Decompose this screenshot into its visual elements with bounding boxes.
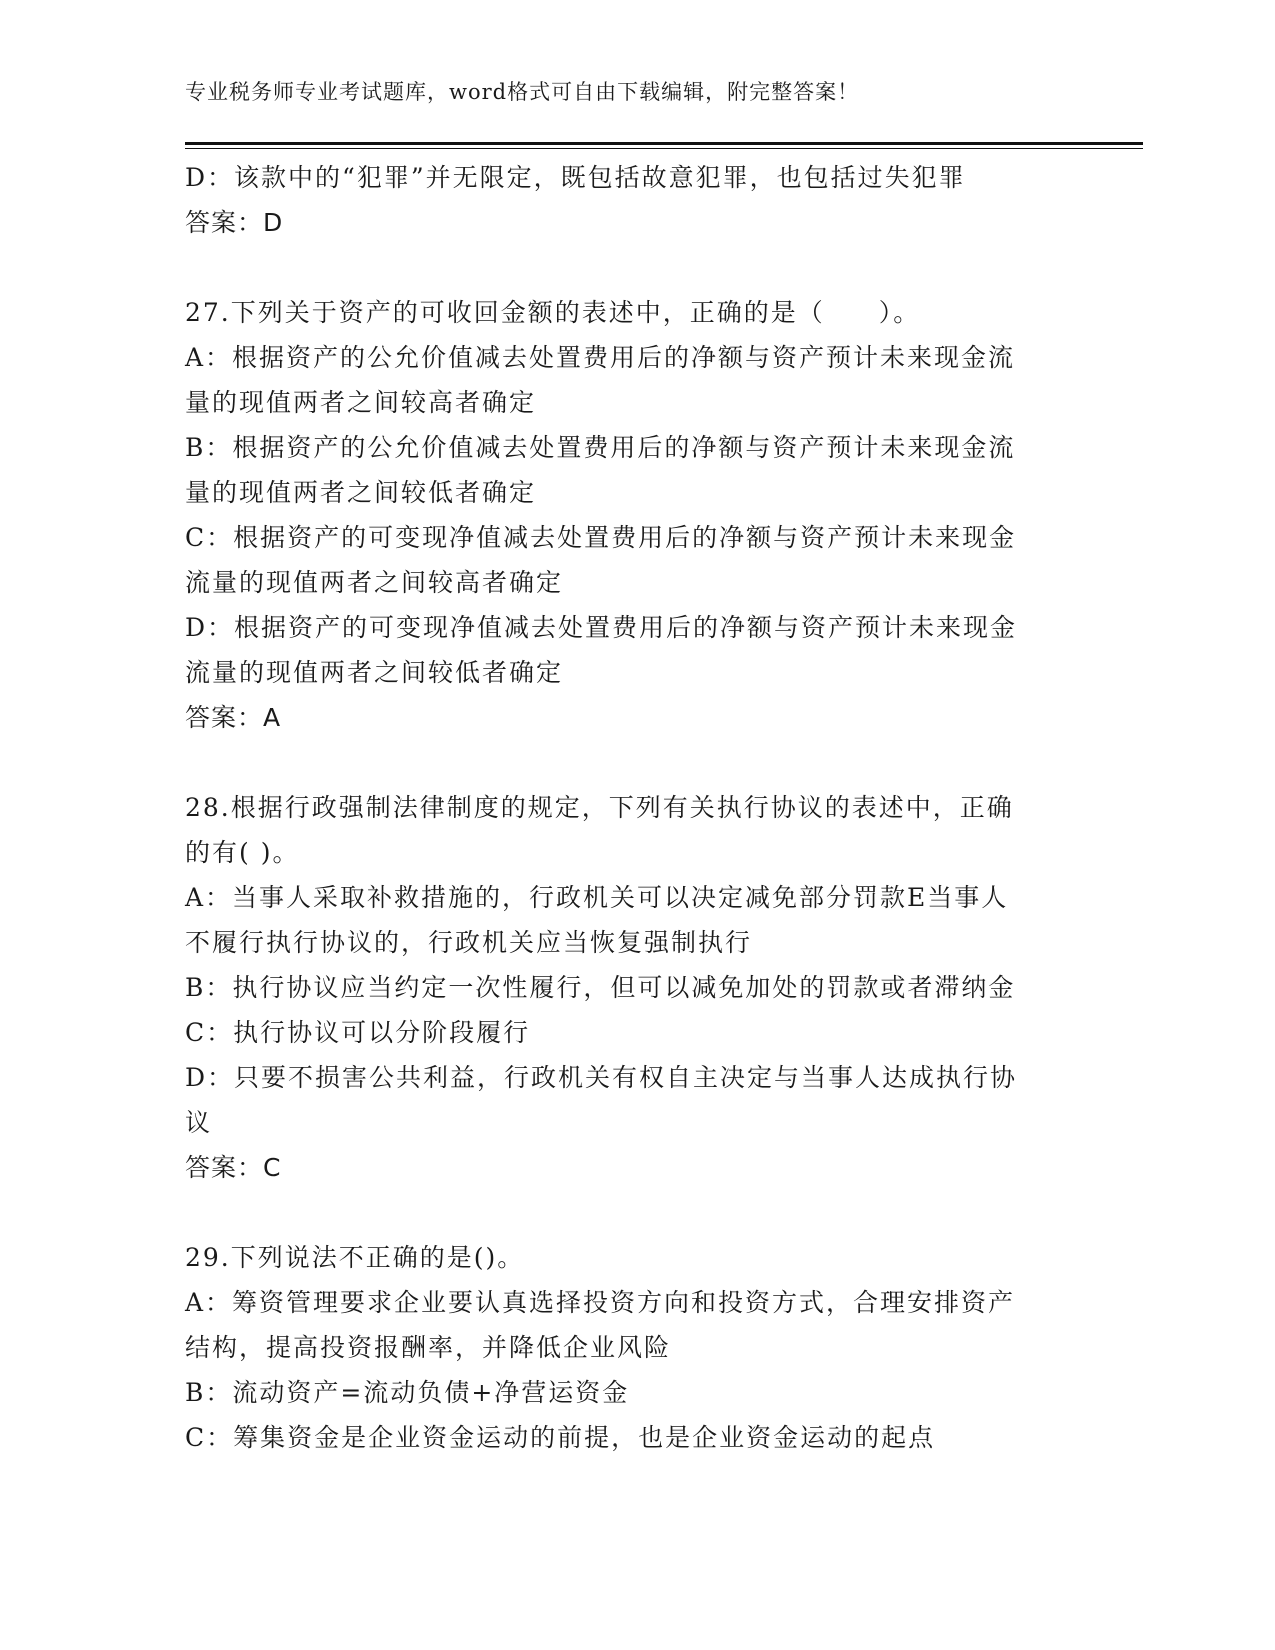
option-line: 量的现值两者之间较低者确定 xyxy=(185,478,537,507)
option-line: A：根据资产的公允价值减去处置费用后的净额与资产预计未来现金流 xyxy=(185,343,1016,372)
header-rule-thick xyxy=(185,142,1143,145)
option-line: D：根据资产的可变现净值减去处置费用后的净额与资产预计未来现金 xyxy=(185,613,1018,642)
question-stem: 29.下列说法不正确的是()。 xyxy=(185,1243,525,1272)
option-line: 流量的现值两者之间较低者确定 xyxy=(185,658,564,687)
option-line: D：只要不损害公共利益，行政机关有权自主决定与当事人达成执行协 xyxy=(185,1063,1018,1092)
question-block xyxy=(185,1235,1065,1460)
option-line: B：根据资产的公允价值减去处置费用后的净额与资产预计未来现金流 xyxy=(185,433,1016,462)
option-line: C：执行协议可以分阶段履行 xyxy=(185,1018,531,1047)
question-stem: 28.根据行政强制法律制度的规定，下列有关执行协议的表述中，正确 xyxy=(185,793,1014,822)
option-line: 结构，提高投资报酬率，并降低企业风险 xyxy=(185,1333,672,1362)
option-line: B：执行协议应当约定一次性履行，但可以减免加处的罚款或者滞纳金 xyxy=(185,973,1016,1002)
answer-line: 答案：D xyxy=(185,208,284,237)
option-line: A：当事人采取补救措施的，行政机关可以决定减免部分罚款E当事人 xyxy=(185,883,1009,912)
option-line: 议 xyxy=(185,1108,213,1137)
answer-line: 答案：A xyxy=(185,703,282,732)
page-header: 专业税务师专业考试题库，word格式可自由下载编辑，附完整答案！ xyxy=(185,80,860,104)
question-block xyxy=(185,785,1065,1190)
option-line: C：筹集资金是企业资金运动的前提，也是企业资金运动的起点 xyxy=(185,1423,936,1452)
question-block xyxy=(185,290,1065,740)
question-stem: 27.下列关于资产的可收回金额的表述中，正确的是（ ）。 xyxy=(185,298,921,327)
question-content xyxy=(185,155,1065,1460)
question-stem: 的有( )。 xyxy=(185,838,300,867)
text-line: D：该款中的“犯罪”并无限定，既包括故意犯罪，也包括过失犯罪 xyxy=(185,163,966,192)
option-line: A：筹资管理要求企业要认真选择投资方向和投资方式，合理安排资产 xyxy=(185,1288,1016,1317)
option-line: 不履行执行协议的，行政机关应当恢复强制执行 xyxy=(185,928,753,957)
option-line: B：流动资产=流动负债+净营运资金 xyxy=(185,1378,630,1407)
option-line: 流量的现值两者之间较高者确定 xyxy=(185,568,564,597)
answer-line: 答案：C xyxy=(185,1153,282,1182)
question-block xyxy=(185,155,1065,245)
option-line: C：根据资产的可变现净值减去处置费用后的净额与资产预计未来现金 xyxy=(185,523,1017,552)
option-line: 量的现值两者之间较高者确定 xyxy=(185,388,537,417)
header-rule-thin xyxy=(185,148,1143,149)
